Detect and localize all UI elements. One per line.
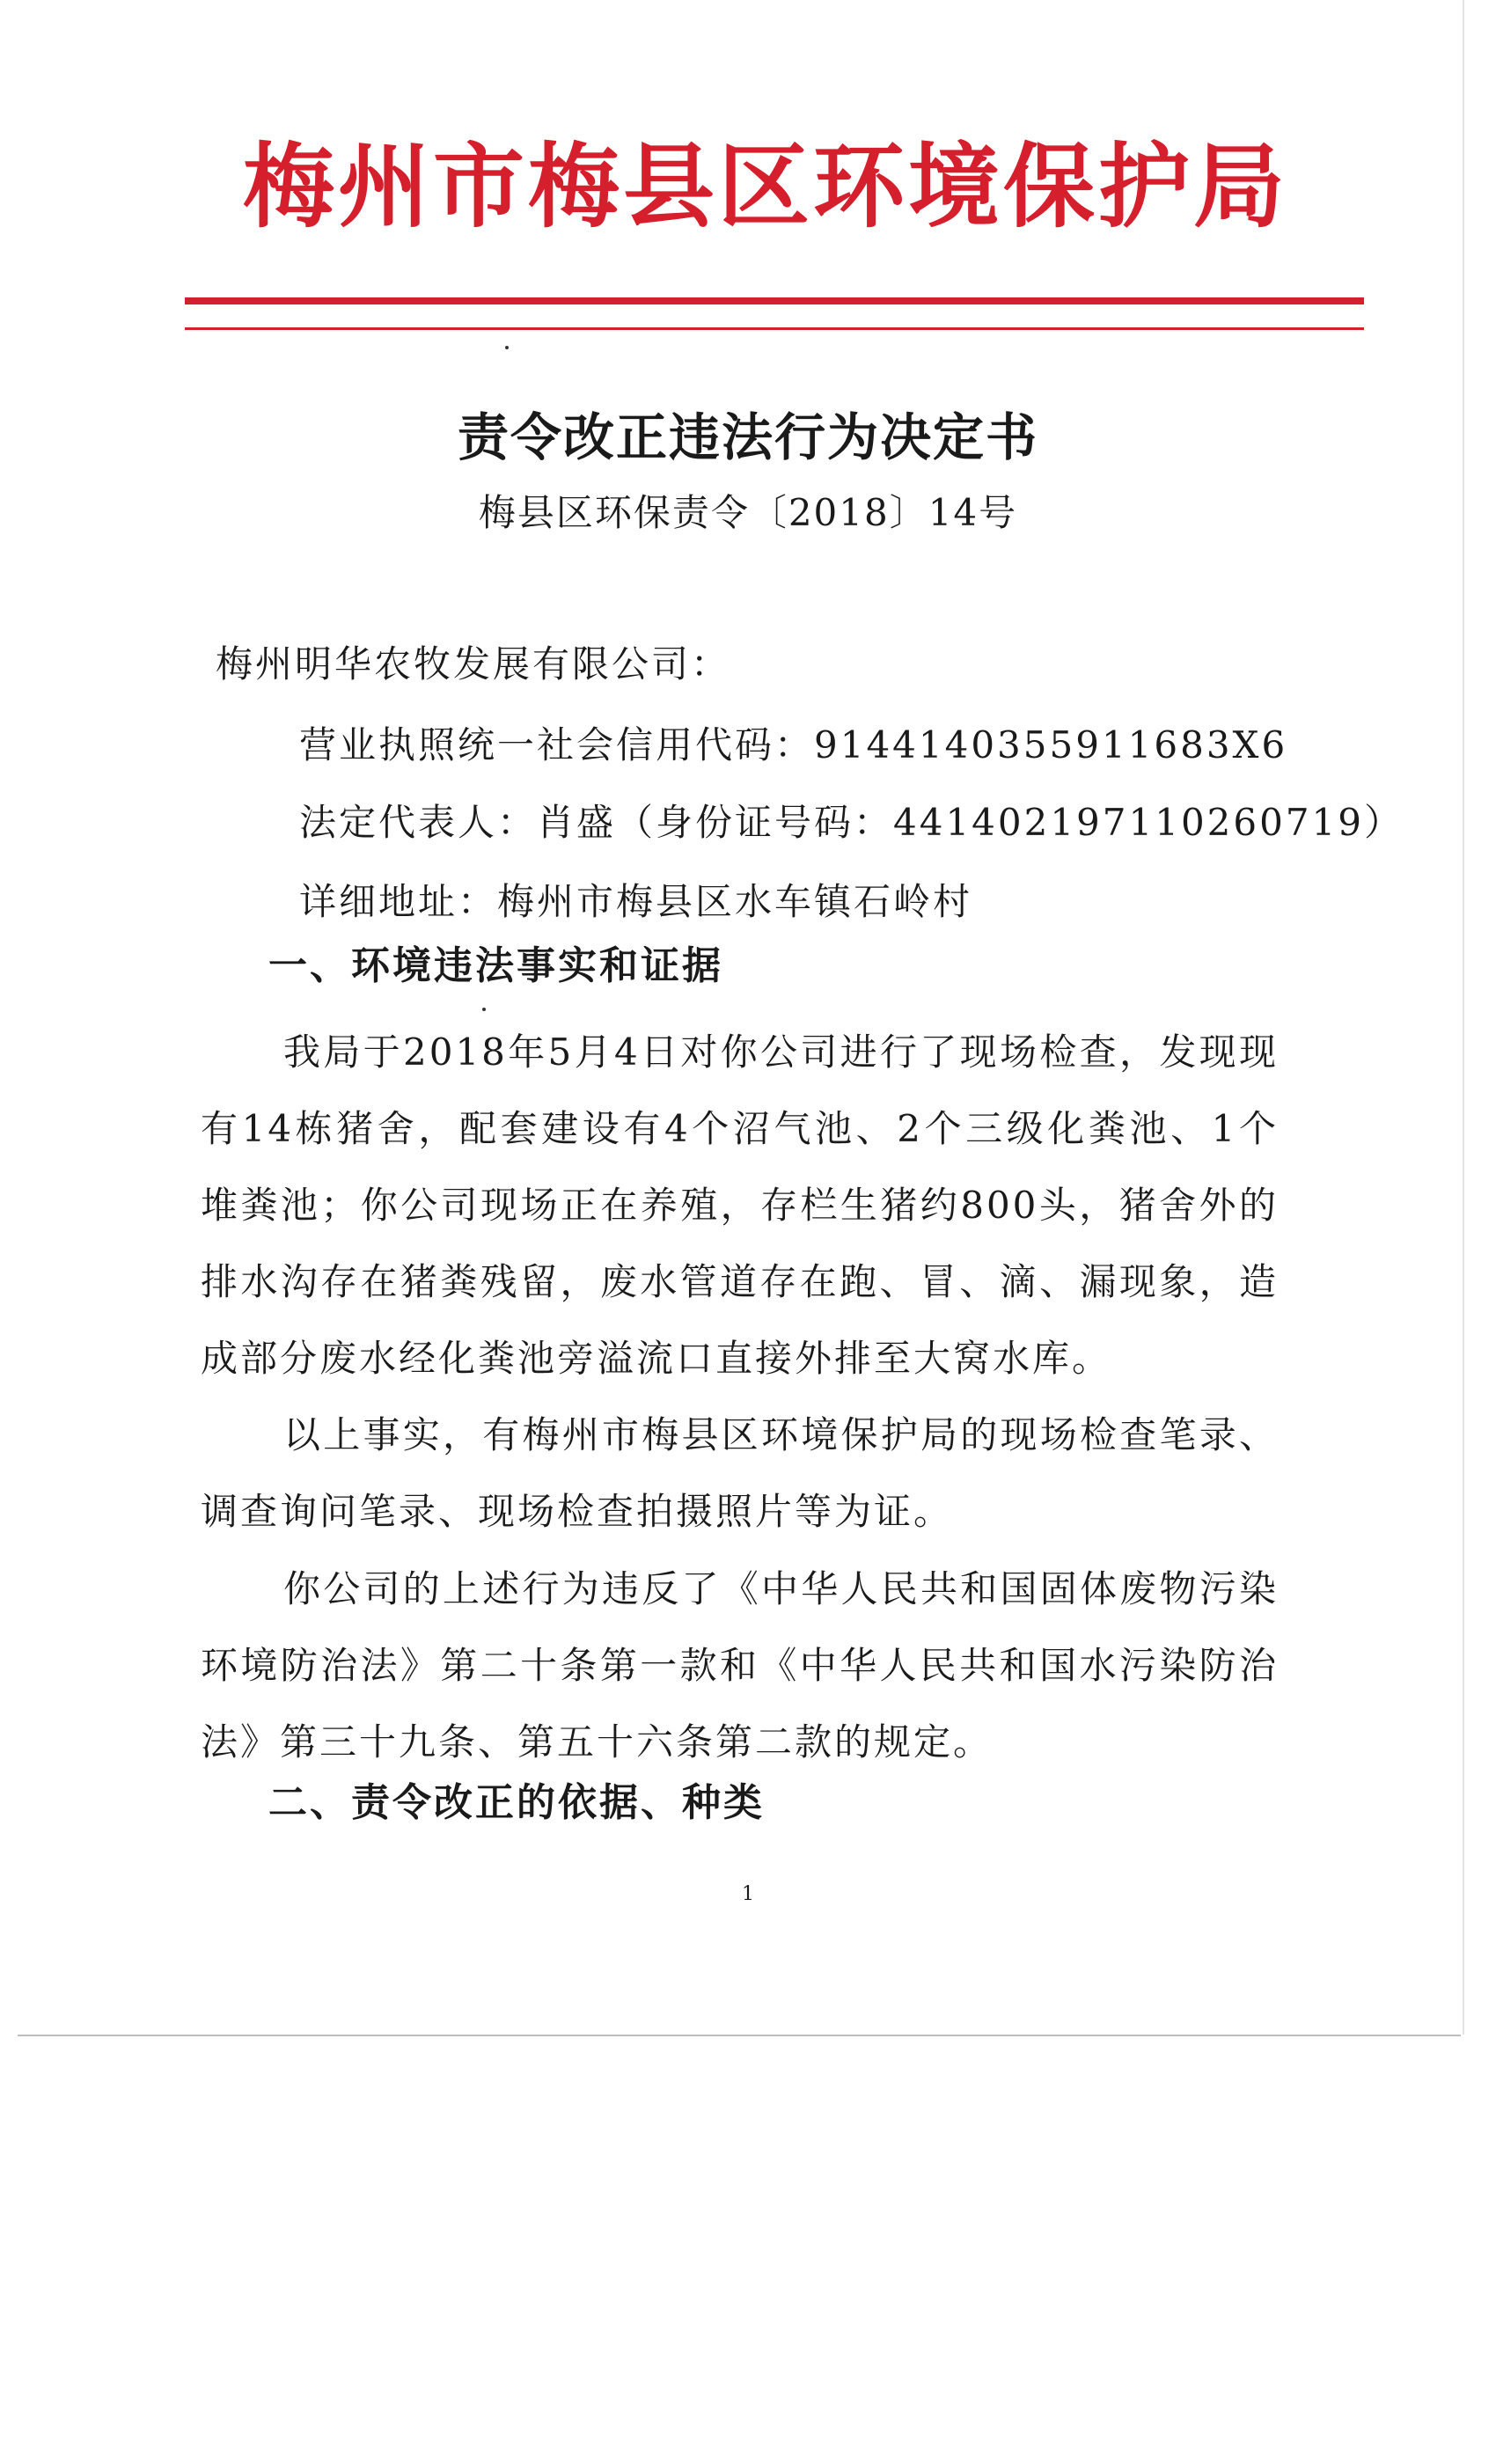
letterhead-title: 梅州市梅县区环境保护局: [242, 132, 1288, 240]
addressee: 梅州明华农牧发展有限公司：: [216, 642, 731, 686]
facts-paragraph: 我局于2018年5月4日对你公司进行了现场检查，发现现有14栋猪舍，配套建设有4个沼气池、2个三级化粪池、1个堆粪池；你公司现场正在养殖，存栏生猪约800头，猪舍外的排水沟存在猪粪残留，废水管道存在跑、冒、滴、漏现象，造成部分废水经化粪池旁溢流口直接外排至大窝水库。: [201, 1030, 1279, 1380]
legal-representative-line: 法定代表人：肖盛（身份证号码：441402197110260719）: [299, 801, 1404, 844]
scan-speck: [482, 1008, 486, 1011]
evidence-paragraph: 以上事实，有梅州市梅县区环境保护局的现场检查笔录、调查询问笔录、现场检查拍摄照片等为证。: [201, 1413, 1279, 1533]
credit-code-line: 营业执照统一社会信用代码：9144140355911683X6: [299, 723, 1288, 766]
document-title: 责令改正违法行为决定书: [457, 407, 1038, 467]
scan-page-edge: [18, 2035, 1461, 2036]
scan-speck: [505, 346, 509, 349]
page-number: 1: [742, 1883, 754, 1905]
document-number: 梅县区环保责令〔2018〕14号: [478, 491, 1018, 534]
scan-edge-right: [1463, 0, 1464, 2035]
section-heading-basis: 二、责令改正的依据、种类: [268, 1780, 765, 1825]
address-line: 详细地址：梅州市梅县区水车镇石岭村: [299, 880, 973, 923]
violation-paragraph: 你公司的上述行为违反了《中华人民共和国固体废物污染环境防治法》第二十条第一款和《中华人民共和国水污染防治法》第三十九条、第五十六条第二款的规定。: [201, 1567, 1279, 1764]
letterhead-red-rule-thick: [185, 297, 1364, 304]
section-heading-facts: 一、环境违法事实和证据: [268, 943, 723, 988]
letterhead-red-rule-thin: [185, 327, 1364, 330]
